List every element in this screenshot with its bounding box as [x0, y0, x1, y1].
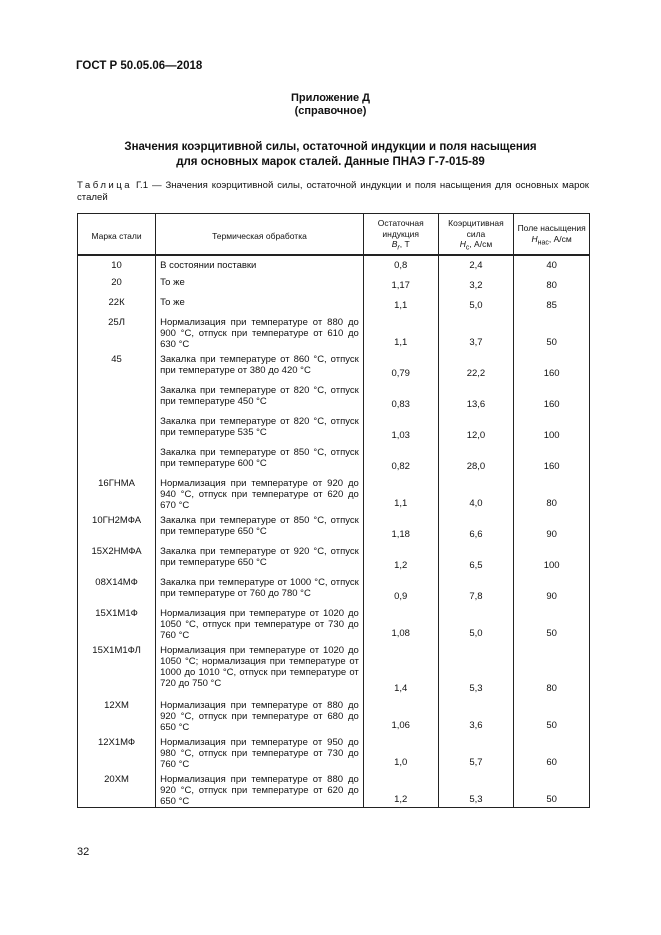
table-row: [78, 511, 590, 542]
table-row: [78, 604, 590, 641]
heat-treatment-cell: Нормализация при температуре от 950 до 980 °С, отпуск при температуре от 730 до 760 °С: [156, 733, 364, 770]
steel-grade-cell: [78, 381, 156, 412]
saturation-field-cell: 100: [514, 542, 590, 573]
coercive-force-cell: 3,7: [438, 313, 514, 350]
table-row: [78, 542, 590, 573]
coercive-force-cell: 13,6: [438, 381, 514, 412]
residual-induction-cell: 1,1: [363, 474, 438, 511]
caption-label: Таблица: [77, 180, 133, 191]
saturation-field-cell: 40: [514, 255, 590, 273]
table-row: [78, 381, 590, 412]
table-caption: [77, 180, 589, 204]
heat-treatment-cell: Закалка при температуре от 920 °С, отпуск при температуре 650 °С: [156, 542, 364, 573]
coercive-force-cell: 3,6: [438, 696, 514, 733]
table-header-row: [78, 214, 590, 256]
standard-designation: ГОСТ Р 50.05.06—2018: [76, 60, 203, 72]
saturation-field-cell: 160: [514, 381, 590, 412]
saturation-field-cell: 100: [514, 412, 590, 443]
table-row: [78, 293, 590, 313]
saturation-field-cell: 80: [514, 474, 590, 511]
coercive-force-cell: 6,5: [438, 542, 514, 573]
residual-induction-cell: 1,1: [363, 293, 438, 313]
steel-grade-cell: 12Х1МФ: [78, 733, 156, 770]
appendix-type: (справочное): [294, 105, 367, 117]
heat-treatment-cell: Нормализация при температуре от 920 до 940 °С, отпуск при температуре от 620 до 670 °С: [156, 474, 364, 511]
steel-grade-cell: 45: [78, 350, 156, 381]
saturation-field-cell: 50: [514, 313, 590, 350]
steel-grade-cell: 10: [78, 255, 156, 273]
residual-induction-cell: 1,08: [363, 604, 438, 641]
steel-grade-cell: [78, 443, 156, 474]
header-coercive-force: Коэрцитивная сила $H_c$, А/см: [438, 214, 514, 256]
table-row: [78, 770, 590, 808]
caption-text: Г.1 — Значения коэрцитивной силы, остаточной индукции и поля насыщения для основных марок сталей: [77, 180, 589, 203]
title-line-2: для основных марок сталей. Данные ПНАЭ Г-7-015-89: [176, 156, 485, 168]
saturation-field-cell: 60: [514, 733, 590, 770]
coercive-force-cell: 4,0: [438, 474, 514, 511]
page-number: 32: [77, 846, 90, 858]
heat-treatment-cell: То же: [156, 273, 364, 293]
table-row: [78, 733, 590, 770]
steel-grade-cell: 16ГНМА: [78, 474, 156, 511]
table-row: [78, 350, 590, 381]
residual-induction-cell: 1,4: [363, 641, 438, 696]
steel-grade-cell: 20: [78, 273, 156, 293]
heat-treatment-cell: В состоянии поставки: [156, 255, 364, 273]
heat-treatment-cell: Нормализация при температуре от 1020 до 1050 °С, отпуск при температуре от 730 до 760 °С: [156, 604, 364, 641]
coercive-force-cell: 5,0: [438, 293, 514, 313]
heat-treatment-cell: Нормализация при температуре от 880 до 900 °С, отпуск при температуре от 610 до 630 °С: [156, 313, 364, 350]
steel-grade-cell: 22К: [78, 293, 156, 313]
heat-treatment-cell: Закалка при температуре от 860 °С, отпуск при температуре от 380 до 420 °С: [156, 350, 364, 381]
saturation-field-cell: 90: [514, 511, 590, 542]
table-row: [78, 255, 590, 273]
heat-treatment-cell: Закалка при температуре от 820 °С, отпуск при температуре 450 °С: [156, 381, 364, 412]
heat-treatment-cell: Нормализация при температуре от 880 до 920 °С, отпуск при температуре от 620 до 650 °С: [156, 770, 364, 808]
residual-induction-cell: 1,0: [363, 733, 438, 770]
steel-grade-cell: 25Л: [78, 313, 156, 350]
saturation-field-cell: 85: [514, 293, 590, 313]
coercive-force-cell: 6,6: [438, 511, 514, 542]
steel-grade-cell: 20ХМ: [78, 770, 156, 808]
table-row: [78, 474, 590, 511]
residual-induction-cell: 0,83: [363, 381, 438, 412]
table-row: [78, 641, 590, 696]
steel-grade-cell: 08Х14МФ: [78, 573, 156, 604]
coercive-force-cell: 5,0: [438, 604, 514, 641]
title-line-1: Значения коэрцитивной силы, остаточной индукции и поля насыщения: [124, 141, 537, 153]
header-grade: Марка стали: [78, 214, 156, 256]
saturation-field-cell: 160: [514, 350, 590, 381]
steel-grade-cell: [78, 412, 156, 443]
steel-grade-cell: 15Х2НМФА: [78, 542, 156, 573]
coercive-force-cell: 5,7: [438, 733, 514, 770]
header-saturation-field: Поле насыщения $H_{нас}$, А/см: [514, 214, 590, 256]
coercive-force-cell: 12,0: [438, 412, 514, 443]
saturation-field-cell: 80: [514, 641, 590, 696]
residual-induction-cell: 1,2: [363, 542, 438, 573]
coercive-force-cell: 5,3: [438, 770, 514, 808]
steel-grade-cell: 15Х1М1Ф: [78, 604, 156, 641]
steel-grade-cell: 12ХМ: [78, 696, 156, 733]
heat-treatment-cell: Закалка при температуре от 820 °С, отпуск при температуре 535 °С: [156, 412, 364, 443]
residual-induction-cell: 1,06: [363, 696, 438, 733]
residual-induction-cell: 1,17: [363, 273, 438, 293]
heat-treatment-cell: Нормализация при температуре от 880 до 920 °С, отпуск при температуре от 680 до 650 °С: [156, 696, 364, 733]
table-row: [78, 412, 590, 443]
residual-induction-cell: 0,79: [363, 350, 438, 381]
residual-induction-cell: 0,9: [363, 573, 438, 604]
saturation-field-cell: 160: [514, 443, 590, 474]
document-title: [0, 140, 661, 170]
saturation-field-cell: 90: [514, 573, 590, 604]
coercive-force-cell: 2,4: [438, 255, 514, 273]
saturation-field-cell: 50: [514, 604, 590, 641]
coercive-force-cell: 22,2: [438, 350, 514, 381]
steel-properties-table: [77, 213, 590, 808]
table-body: [78, 255, 590, 808]
heat-treatment-cell: Нормализация при температуре от 1020 до 1050 °С; нормализация при температуре от 1000 до 1010 °С, отпуск при температуре от 720 до 750 °С: [156, 641, 364, 696]
table-row: [78, 573, 590, 604]
table-row: [78, 696, 590, 733]
coercive-force-cell: 3,2: [438, 273, 514, 293]
saturation-field-cell: 80: [514, 273, 590, 293]
saturation-field-cell: 50: [514, 696, 590, 733]
residual-induction-cell: 0,8: [363, 255, 438, 273]
saturation-field-cell: 50: [514, 770, 590, 808]
coercive-force-cell: 7,8: [438, 573, 514, 604]
table-row: [78, 273, 590, 293]
header-induction: Остаточная индукция $B_r$, Т: [363, 214, 438, 256]
heat-treatment-cell: Закалка при температуре от 1000 °С, отпуск при температуре от 760 до 780 °С: [156, 573, 364, 604]
residual-induction-cell: 1,1: [363, 313, 438, 350]
table-row: [78, 443, 590, 474]
coercive-force-cell: 5,3: [438, 641, 514, 696]
header-treatment: Термическая обработка: [156, 214, 364, 256]
residual-induction-cell: 1,2: [363, 770, 438, 808]
appendix-name: Приложение Д: [291, 92, 370, 104]
heat-treatment-cell: Закалка при температуре от 850 °С, отпуск при температуре 650 °С: [156, 511, 364, 542]
heat-treatment-cell: Закалка при температуре от 850 °С, отпуск при температуре 600 °С: [156, 443, 364, 474]
appendix-heading: [0, 92, 661, 118]
steel-grade-cell: 15Х1М1ФЛ: [78, 641, 156, 696]
steel-grade-cell: 10ГН2МФА: [78, 511, 156, 542]
coercive-force-cell: 28,0: [438, 443, 514, 474]
residual-induction-cell: 1,03: [363, 412, 438, 443]
residual-induction-cell: 0,82: [363, 443, 438, 474]
residual-induction-cell: 1,18: [363, 511, 438, 542]
heat-treatment-cell: То же: [156, 293, 364, 313]
table-row: [78, 313, 590, 350]
